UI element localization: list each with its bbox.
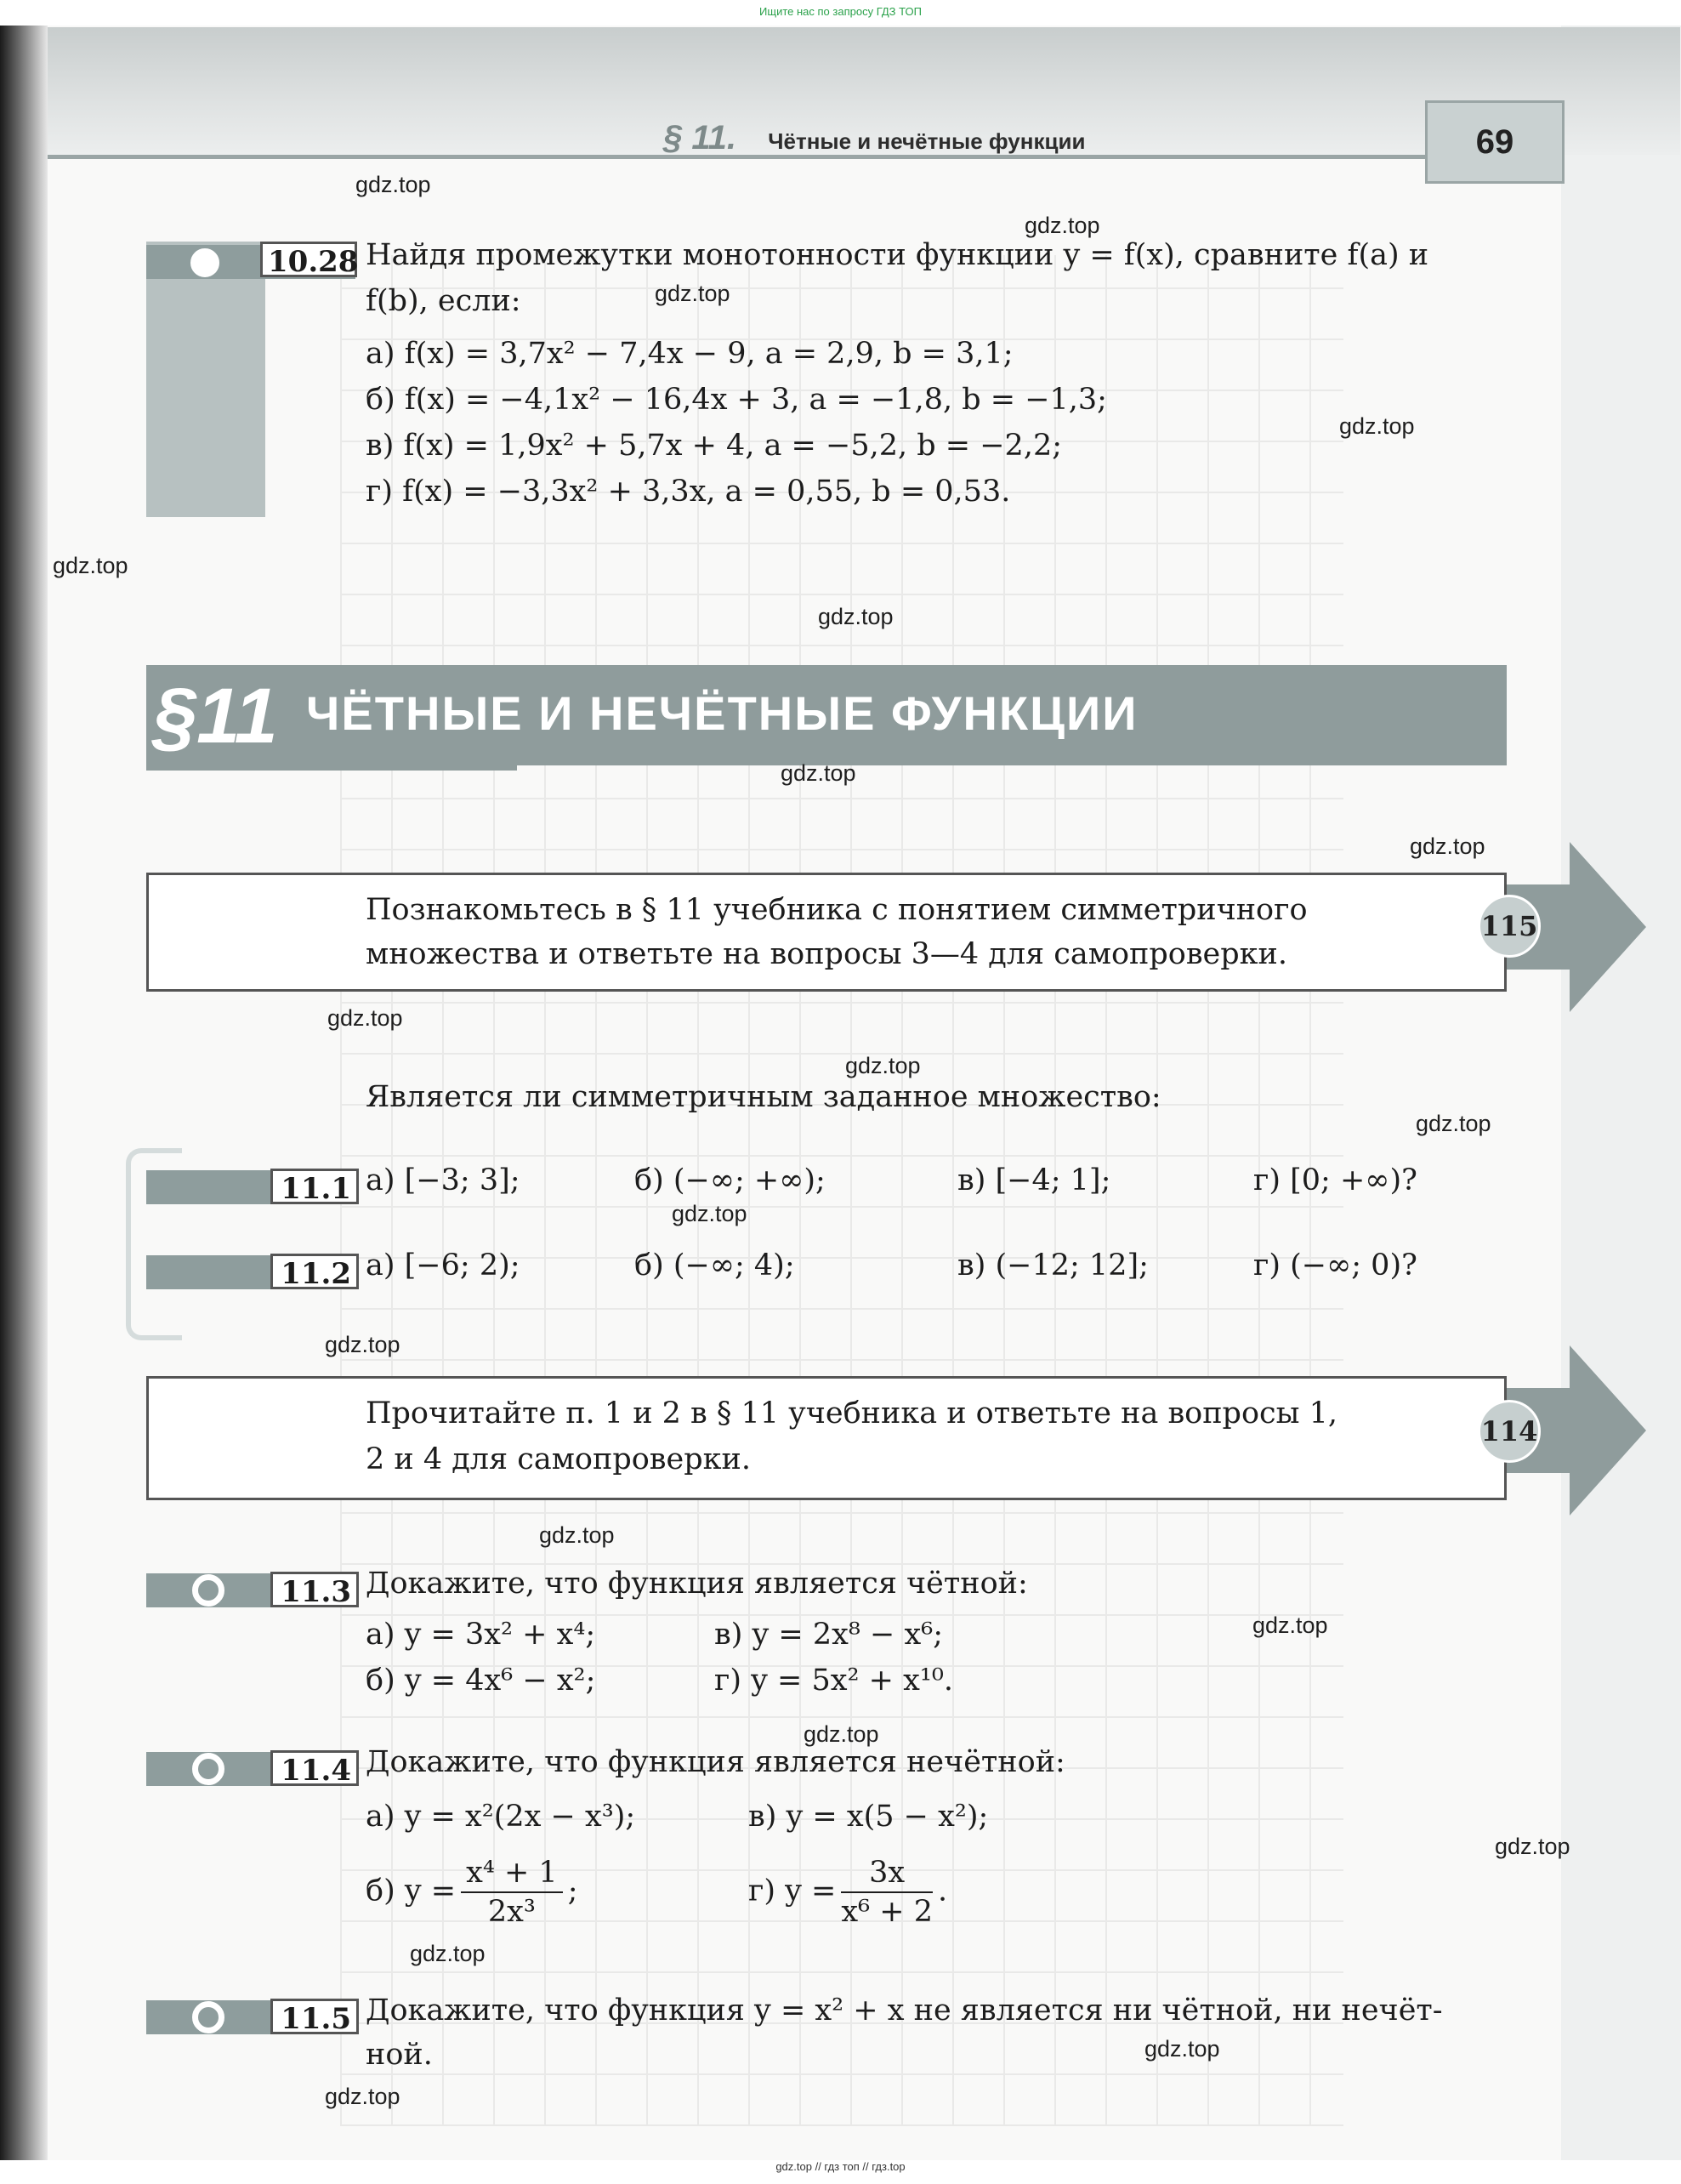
watermark: gdz.top (1252, 1612, 1328, 1638)
right-margin (1561, 26, 1681, 2160)
watermark: gdz.top (1025, 213, 1100, 238)
exercise-text: Докажите, что функция является чётной: (366, 1567, 1028, 1601)
watermark: gdz.top (325, 1332, 400, 1357)
watermark: gdz.top (845, 1053, 921, 1078)
info-text: Познакомьтесь в § 11 учебника с понятием симметричного (366, 893, 1308, 927)
fraction (841, 1854, 933, 1931)
watermark: gdz.top (818, 604, 894, 629)
denominator: x⁶ + 2 (841, 1895, 933, 1929)
exercise-item: б) (−∞; +∞); (634, 1163, 826, 1197)
fraction-prefix: г) y = (748, 1874, 837, 1908)
top-search-link[interactable]: Ищите нас по запросу ГДЗ ТОП (759, 5, 922, 18)
exercise-number: 11.5 (270, 1999, 359, 2034)
difficulty-ring-icon (192, 1753, 224, 1785)
exercise-text: Докажите, что функция y = x² + x не является ни чётной, ни нечёт- (366, 1993, 1443, 2028)
watermark: gdz.top (355, 172, 431, 197)
exercise-number: 11.3 (270, 1572, 359, 1607)
watermark: gdz.top (672, 1201, 747, 1226)
watermark: gdz.top (325, 2084, 400, 2109)
info-text: множества и ответьте на вопросы 3—4 для самопроверки. (366, 937, 1287, 971)
exercise-item: а) [−3; 3]; (366, 1163, 520, 1197)
exercise-item: а) y = x²(2x − x³); (366, 1800, 636, 1834)
watermark: gdz.top (781, 760, 856, 786)
watermark: gdz.top (804, 1721, 879, 1747)
exercise-item: а) y = 3x² + x⁴; (366, 1618, 596, 1652)
book-gutter (0, 26, 48, 2160)
exercise-text: Найдя промежутки монотонности функции y = f(x), сравните f(a) и (366, 238, 1429, 272)
watermark: gdz.top (1144, 2036, 1220, 2062)
info-text: Прочитайте п. 1 и 2 в § 11 учебника и ответьте на вопросы 1, (366, 1396, 1338, 1430)
exercise-item: б) (−∞; 4); (634, 1248, 795, 1283)
exercise-item: в) y = 2x⁸ − x⁶; (714, 1618, 944, 1652)
section-title: ЧЁТНЫЕ И НЕЧЁТНЫЕ ФУНКЦИИ (306, 686, 1139, 740)
fraction-prefix: б) y = (366, 1874, 457, 1908)
arrow-icon (1570, 1345, 1646, 1516)
exercise-item: в) [−4; 1]; (957, 1163, 1111, 1197)
page-number: 69 (1425, 100, 1565, 184)
exercise-number: 11.2 (270, 1254, 359, 1289)
exercise-item: в) (−12; 12]; (957, 1248, 1149, 1283)
exercise-text: f(b), если: (366, 284, 521, 318)
exercise-item: в) y = x(5 − x²); (748, 1800, 989, 1834)
numerator: x⁴ + 1 (461, 1854, 563, 1893)
watermark: gdz.top (327, 1005, 403, 1031)
exercise-item: г) (−∞; 0)? (1253, 1248, 1417, 1283)
numerator: 3x (841, 1854, 933, 1893)
running-section: § 11. (663, 119, 736, 156)
exercise-number: 11.1 (270, 1169, 359, 1204)
exercise-number: 11.4 (270, 1750, 359, 1786)
watermark: gdz.top (1410, 833, 1485, 859)
bottom-links[interactable]: gdz.top // гдз топ // гдз.top (775, 2160, 906, 2173)
exercise-item: г) f(x) = −3,3x² + 3,3x, a = 0,55, b = 0,53. (366, 475, 1011, 509)
fraction-suffix: . (937, 1874, 948, 1908)
question-text: Является ли симметричным заданное множество: (366, 1080, 1161, 1114)
textbook-page-badge: 115 (1478, 895, 1541, 958)
exercise-item: г) [0; +∞)? (1253, 1163, 1417, 1197)
exercise-text: Докажите, что функция является нечётной: (366, 1745, 1065, 1779)
exercise-item-fraction (366, 1854, 578, 1931)
watermark: gdz.top (1495, 1834, 1570, 1859)
info-text: 2 и 4 для самопроверки. (366, 1442, 751, 1476)
running-title: Чётные и нечётные функции (768, 128, 1086, 154)
difficulty-dot-icon (190, 248, 219, 277)
exercise-text: ной. (366, 2038, 433, 2072)
watermark: gdz.top (410, 1941, 486, 1966)
exercise-sidebar (146, 242, 265, 517)
watermark: gdz.top (1339, 413, 1415, 439)
exercise-item: б) y = 4x⁶ − x²; (366, 1664, 596, 1698)
exercise-item: а) f(x) = 3,7x² − 7,4x − 9, a = 2,9, b = 3,1; (366, 337, 1014, 371)
exercise-item: а) [−6; 2); (366, 1248, 520, 1283)
exercise-number: 10.28 (260, 242, 357, 277)
textbook-page-badge: 114 (1478, 1400, 1541, 1463)
exercise-item: в) f(x) = 1,9x² + 5,7x + 4, a = −5,2, b = −2,2; (366, 429, 1063, 463)
denominator: 2x³ (487, 1895, 536, 1929)
fraction (461, 1854, 563, 1931)
exercise-item-fraction (748, 1854, 947, 1931)
fraction-suffix: ; (567, 1874, 578, 1908)
watermark: gdz.top (539, 1522, 615, 1548)
exercise-item: г) y = 5x² + x¹⁰. (714, 1664, 954, 1698)
watermark: gdz.top (1416, 1111, 1491, 1136)
watermark: gdz.top (655, 281, 730, 306)
difficulty-ring-icon (192, 1574, 224, 1607)
section-number: §11 (153, 673, 278, 759)
arrow-icon (1570, 842, 1646, 1012)
running-header (663, 119, 1085, 157)
exercise-item: б) f(x) = −4,1x² − 16,4x + 3, a = −1,8, b = −1,3; (366, 383, 1107, 417)
watermark: gdz.top (53, 553, 128, 578)
difficulty-ring-icon (192, 2001, 224, 2033)
